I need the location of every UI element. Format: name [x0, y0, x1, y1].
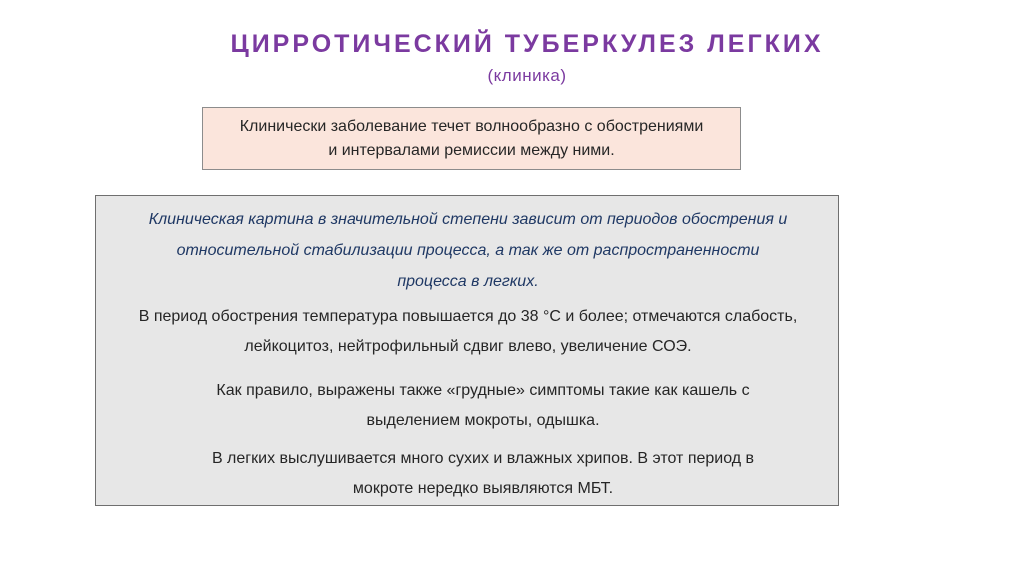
paragraph-line: лейкоцитоз, нейтрофильный сдвиг влево, увеличение СОЭ.: [244, 338, 692, 355]
slide-subtitle: (клиника): [487, 66, 567, 85]
paragraph-line: выделением мокроты, одышка.: [366, 412, 600, 429]
summary-line: Клинически заболевание течет волнообразно с обострениями: [239, 118, 704, 135]
paragraph-line: В период обострения температура повышается до 38 °С и более; отмечаются слабость,: [138, 308, 798, 325]
paragraph-line: процесса в легких.: [397, 273, 539, 290]
slide-title: ЦИРРОТИЧЕСКИЙ ТУБЕРКУЛЕЗ ЛЕГКИХ: [230, 30, 824, 58]
paragraph-line: Как правило, выражены также «грудные» симптомы такие как кашель с: [216, 382, 750, 399]
paragraph-line: Клиническая картина в значительной степени зависит от периодов обострения и: [148, 211, 788, 228]
chest-symptoms-paragraph: [96, 376, 840, 436]
summary-box: [202, 107, 741, 170]
paragraph-line: относительной стабилизации процесса, а так же от распространенности: [176, 242, 760, 259]
details-box: [95, 195, 839, 506]
paragraph-line: мокроте нередко выявляются МБТ.: [352, 480, 614, 497]
clinical-picture-paragraph: [96, 204, 840, 297]
paragraph-line: В легких выслушивается много сухих и влажных хрипов. В этот период в: [211, 450, 755, 467]
auscultation-paragraph: [96, 444, 840, 504]
summary-line: и интервалами ремиссии между ними.: [328, 142, 615, 159]
exacerbation-paragraph: [96, 302, 840, 362]
